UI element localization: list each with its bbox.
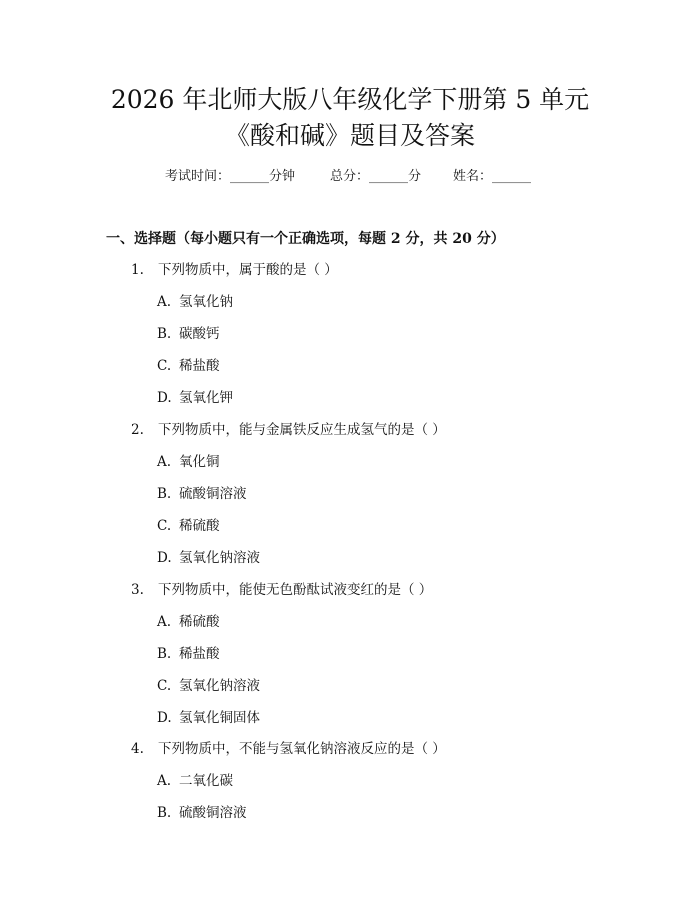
- option-letter: D.: [157, 550, 172, 566]
- option-text: 氢氧化铜固体: [179, 710, 260, 726]
- option-letter: B.: [157, 646, 172, 662]
- question-number: 2.: [131, 422, 144, 438]
- option-text: 二氧化碳: [179, 773, 233, 789]
- option-text: 硫酸铜溶液: [179, 805, 247, 821]
- option-letter: B.: [157, 486, 172, 502]
- option-1b: [157, 324, 220, 344]
- option-3c: [157, 676, 260, 696]
- question-text: 下列物质中，属于酸的是（ ）: [158, 262, 338, 278]
- option-letter: C.: [157, 358, 172, 374]
- question-number: 1.: [131, 262, 144, 278]
- option-text: 氢氧化钠溶液: [179, 678, 260, 694]
- option-1c: [157, 356, 220, 376]
- option-4a: [157, 771, 233, 791]
- option-text: 氢氧化钾: [179, 390, 233, 406]
- option-1a: [157, 292, 233, 312]
- option-letter: C.: [157, 678, 172, 694]
- total-score-unit: 分: [408, 169, 422, 184]
- option-letter: A.: [157, 294, 172, 310]
- option-letter: A.: [157, 614, 172, 630]
- option-2d: [157, 548, 260, 568]
- option-text: 稀盐酸: [179, 358, 220, 374]
- option-text: 氧化铜: [179, 454, 220, 470]
- option-letter: B.: [157, 805, 172, 821]
- option-letter: D.: [157, 390, 172, 406]
- exam-time-blank: ______: [230, 169, 270, 184]
- document-title-line2: 《酸和碱》题目及答案: [224, 121, 475, 150]
- student-name-blank: ______: [492, 169, 532, 184]
- option-letter: A.: [157, 454, 172, 470]
- option-3a: [157, 612, 220, 632]
- option-3b: [157, 644, 220, 664]
- question-text: 下列物质中，不能与氢氧化钠溶液反应的是（ ）: [158, 741, 446, 757]
- option-4b: [157, 803, 247, 823]
- option-2a: [157, 452, 220, 472]
- option-letter: A.: [157, 773, 172, 789]
- option-text: 氢氧化钠溶液: [179, 550, 260, 566]
- option-letter: C.: [157, 518, 172, 534]
- exam-time-unit: 分钟: [269, 169, 296, 184]
- option-3d: [157, 708, 260, 728]
- option-text: 稀硫酸: [179, 614, 220, 630]
- question-text: 下列物质中，能与金属铁反应生成氢气的是（ ）: [158, 422, 446, 438]
- option-letter: D.: [157, 710, 172, 726]
- question-number: 3.: [131, 582, 144, 598]
- total-score-field: [330, 168, 421, 186]
- total-score-blank: ______: [369, 169, 409, 184]
- exam-time-label: 考试时间：: [165, 169, 231, 184]
- option-text: 稀硫酸: [179, 518, 220, 534]
- option-text: 稀盐酸: [179, 646, 220, 662]
- option-text: 硫酸铜溶液: [179, 486, 247, 502]
- option-text: 氢氧化钠: [179, 294, 233, 310]
- document-title-line1: 2026 年北师大版八年级化学下册第 5 单元: [110, 85, 590, 114]
- exam-time-field: [165, 168, 295, 186]
- question-number: 4.: [131, 741, 144, 757]
- student-name-field: [453, 168, 531, 186]
- option-2b: [157, 484, 247, 504]
- option-text: 碳酸钙: [179, 326, 220, 342]
- option-1d: [157, 388, 233, 408]
- total-score-label: 总分：: [330, 169, 370, 184]
- option-2c: [157, 516, 220, 536]
- question-text: 下列物质中，能使无色酚酞试液变红的是（ ）: [158, 582, 433, 598]
- student-name-label: 姓名：: [453, 169, 493, 184]
- section-heading: 一、选择题（每小题只有一个正确选项，每题 2 分，共 20 分）: [106, 231, 505, 247]
- option-letter: B.: [157, 326, 172, 342]
